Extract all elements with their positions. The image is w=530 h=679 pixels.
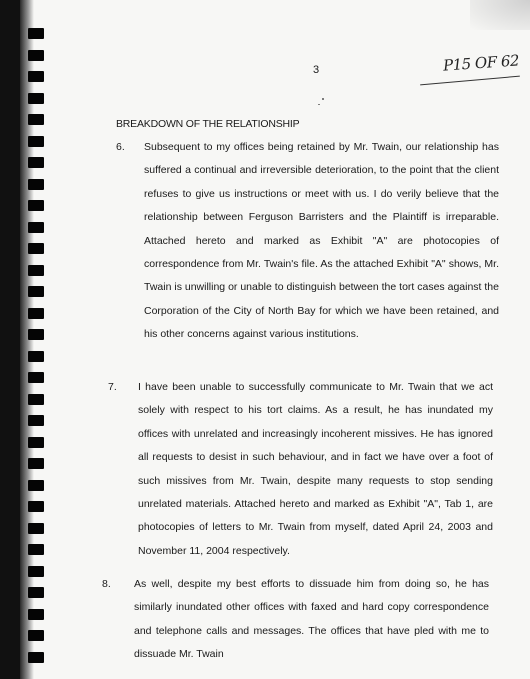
binding-hole [28, 458, 44, 469]
paragraph-number: 7. [108, 381, 117, 393]
binding-hole [28, 630, 44, 641]
paragraph-number: 8. [102, 578, 111, 590]
binding-hole [28, 157, 44, 168]
binding-hole [28, 114, 44, 125]
binding-hole [28, 286, 44, 297]
binding-hole [28, 566, 44, 577]
binding-hole [28, 437, 44, 448]
binding-hole [28, 372, 44, 383]
binding-hole [28, 523, 44, 534]
scan-speck [318, 104, 320, 105]
binding-hole [28, 609, 44, 620]
binding-hole [28, 222, 44, 233]
scan-speck [322, 98, 324, 100]
scan-smudge [470, 0, 530, 30]
binding-hole [28, 652, 44, 663]
handwritten-page-reference: P15 OF 62 [442, 51, 520, 75]
binding-hole [28, 394, 44, 405]
binding-hole [28, 179, 44, 190]
binding-strip [0, 0, 20, 679]
binding-hole [28, 544, 44, 555]
paragraph-body: Subsequent to my offices being retained by Mr. Twain, our relationship has suffered a continual and irreversible deterioration, to the point that the client refuses to give us instructions or meet with us. I do verily believe that the relationship between Ferguson Barristers and the Plaintiff is irreparable. Attached hereto and marked as Exhibit "A" are photocopies of correspondence from Mr. Twain's file. As the attached Exhibit "A" shows, Mr. Twain is unwilling or unable to distinguish between the tort cases against the Corporation of the City of North Bay for which we have been retained, and his other concerns against various institutions. [144, 141, 499, 341]
binding-hole [28, 265, 44, 276]
binding-hole [28, 93, 44, 104]
handwritten-underline [420, 76, 520, 86]
binding-hole [28, 480, 44, 491]
section-heading: BREAKDOWN OF THE RELATIONSHIP [116, 118, 300, 130]
binding-hole [28, 243, 44, 254]
binding-hole [28, 415, 44, 426]
binding-hole [28, 587, 44, 598]
paragraph-number: 6. [116, 141, 125, 153]
binding-hole [28, 28, 44, 39]
binding-hole [28, 351, 44, 362]
binding-hole [28, 200, 44, 211]
page-number: 3 [313, 64, 320, 76]
binding-hole [28, 329, 44, 340]
binding-hole [28, 501, 44, 512]
paragraph-body: I have been unable to successfully communicate to Mr. Twain that we act solely with respect to his tort claims. As a result, he has inundated my offices with unrelated and increasingly incoherent missives. He has ignored all requests to desist in such behaviour, and in fact we have over a foot of such missives from Mr. Twain, despite many requests to stop sending unrelated materials. Attached hereto and marked as Exhibit "A", Tab 1, are photocopies of letters to Mr. Twain from myself, dated April 24, 2003 and November 11, 2004 respectively. [138, 381, 493, 557]
binding-hole [28, 308, 44, 319]
binding-hole [28, 136, 44, 147]
paragraph-body: As well, despite my best efforts to dissuade him from doing so, he has similarly inundated other offices with faxed and hard copy correspondence and telephone calls and messages. The offices that have pled with me to dissuade Mr. Twain [134, 578, 489, 661]
binding-hole [28, 71, 44, 82]
binding-hole [28, 50, 44, 61]
